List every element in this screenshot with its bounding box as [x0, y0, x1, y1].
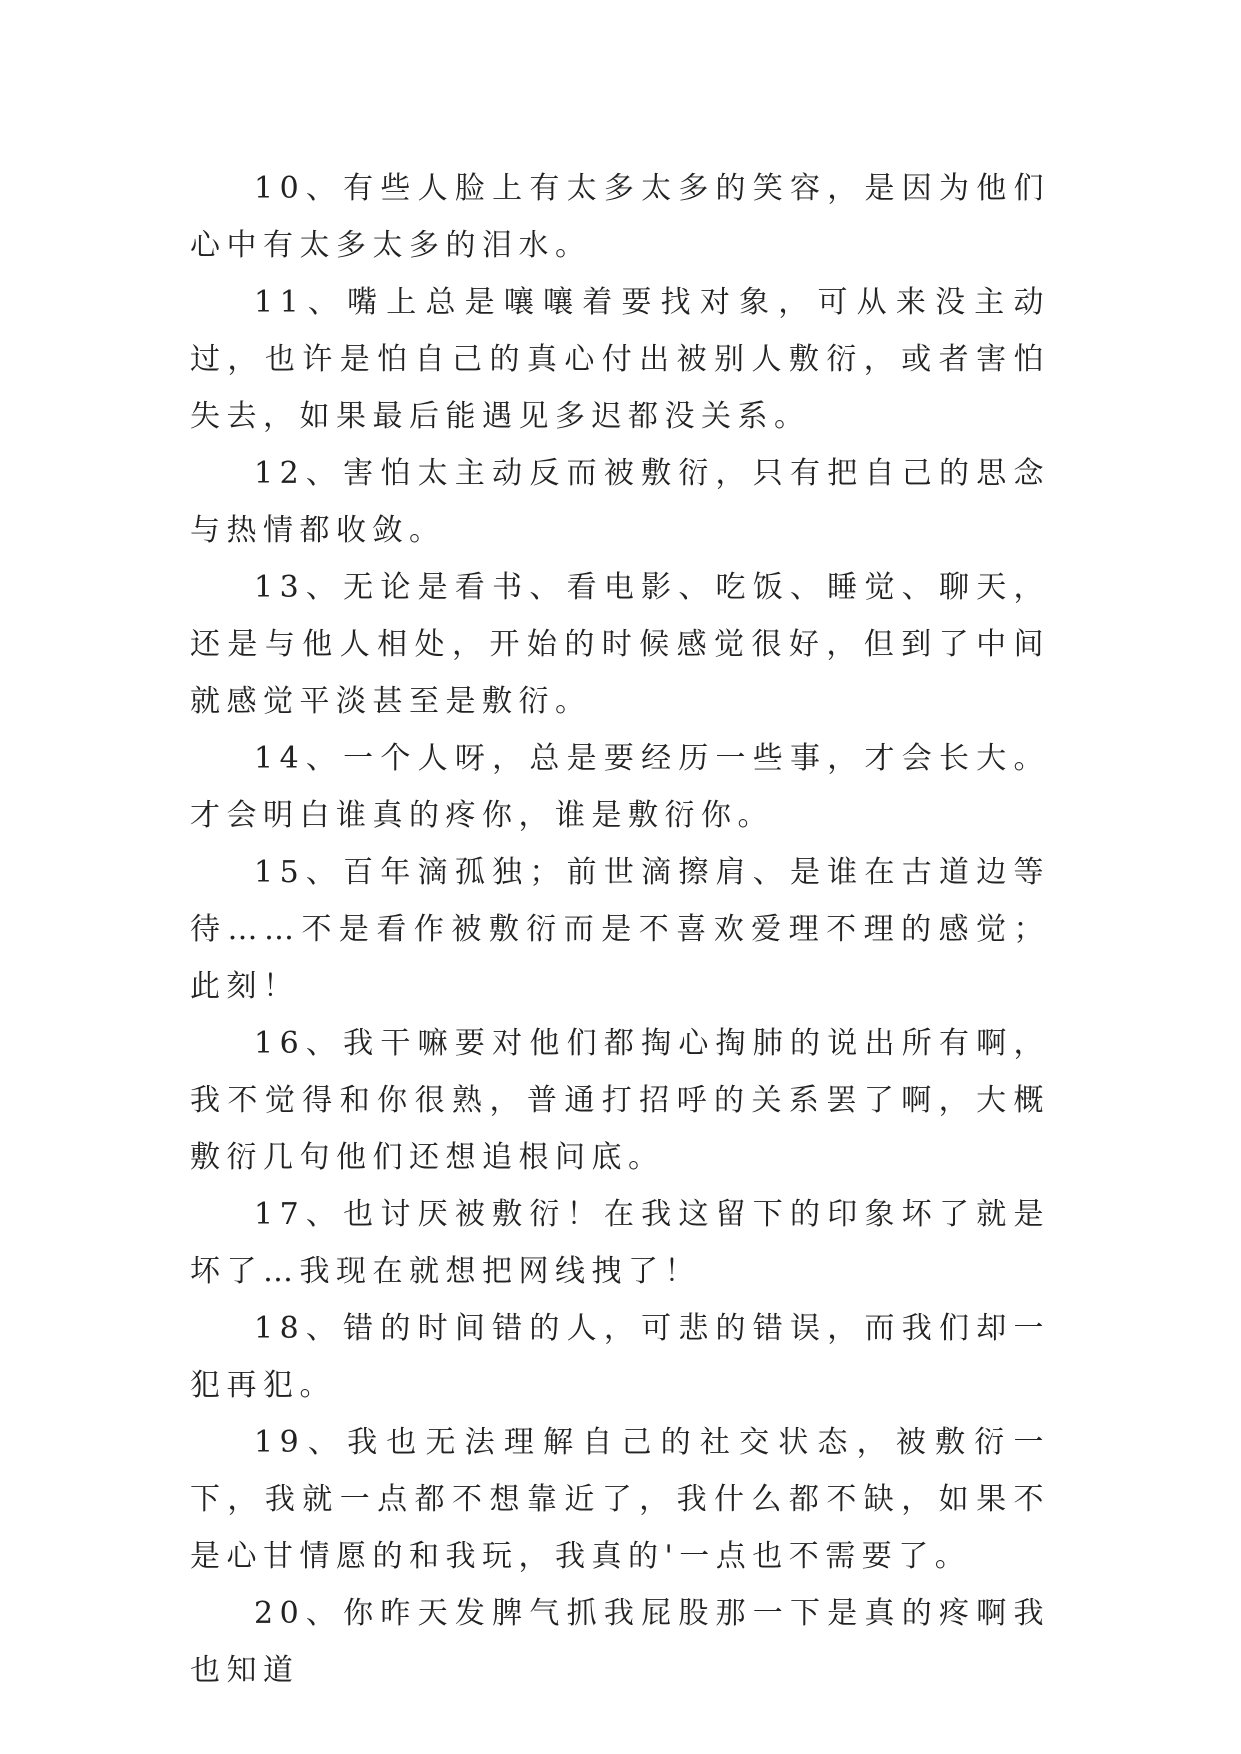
paragraph-17: 17、也讨厌被敷衍！在我这留下的印象坏了就是坏了…我现在就想把网线拽了！: [190, 1197, 1050, 1289]
paragraph-18: 18、错的时间错的人，可悲的错误，而我们却一犯再犯。: [190, 1311, 1050, 1403]
paragraph-10: 10、有些人脸上有太多太多的笑容，是因为他们心中有太多太多的泪水。: [190, 171, 1050, 263]
document-body: [190, 160, 1050, 1699]
paragraph-16: 16、我干嘛要对他们都掏心掏肺的说出所有啊，我不觉得和你很熟，普通打招呼的关系罢了啊，大概敷衍几句他们还想追根问底。: [190, 1026, 1050, 1175]
paragraph-11: 11、嘴上总是嚷嚷着要找对象，可从来没主动过，也许是怕自己的真心付出被别人敷衍，或者害怕失去，如果最后能遇见多迟都没关系。: [190, 285, 1050, 434]
paragraph-13: 13、无论是看书、看电影、吃饭、睡觉、聊天，还是与他人相处，开始的时候感觉很好，但到了中间就感觉平淡甚至是敷衍。: [190, 570, 1050, 719]
paragraph-12: 12、害怕太主动反而被敷衍，只有把自己的思念与热情都收敛。: [190, 456, 1050, 548]
paragraph-19: 19、我也无法理解自己的社交状态，被敷衍一下，我就一点都不想靠近了，我什么都不缺，如果不是心甘情愿的和我玩，我真的'一点也不需要了。: [190, 1425, 1050, 1574]
paragraph-20: 20、你昨天发脾气抓我屁股那一下是真的疼啊我也知道: [190, 1596, 1050, 1688]
paragraph-14: 14、一个人呀，总是要经历一些事，才会长大。才会明白谁真的疼你，谁是敷衍你。: [190, 741, 1050, 833]
paragraph-15: 15、百年滴孤独；前世滴擦肩、是谁在古道边等待……不是看作被敷衍而是不喜欢爱理不理的感觉；此刻！: [190, 855, 1050, 1004]
